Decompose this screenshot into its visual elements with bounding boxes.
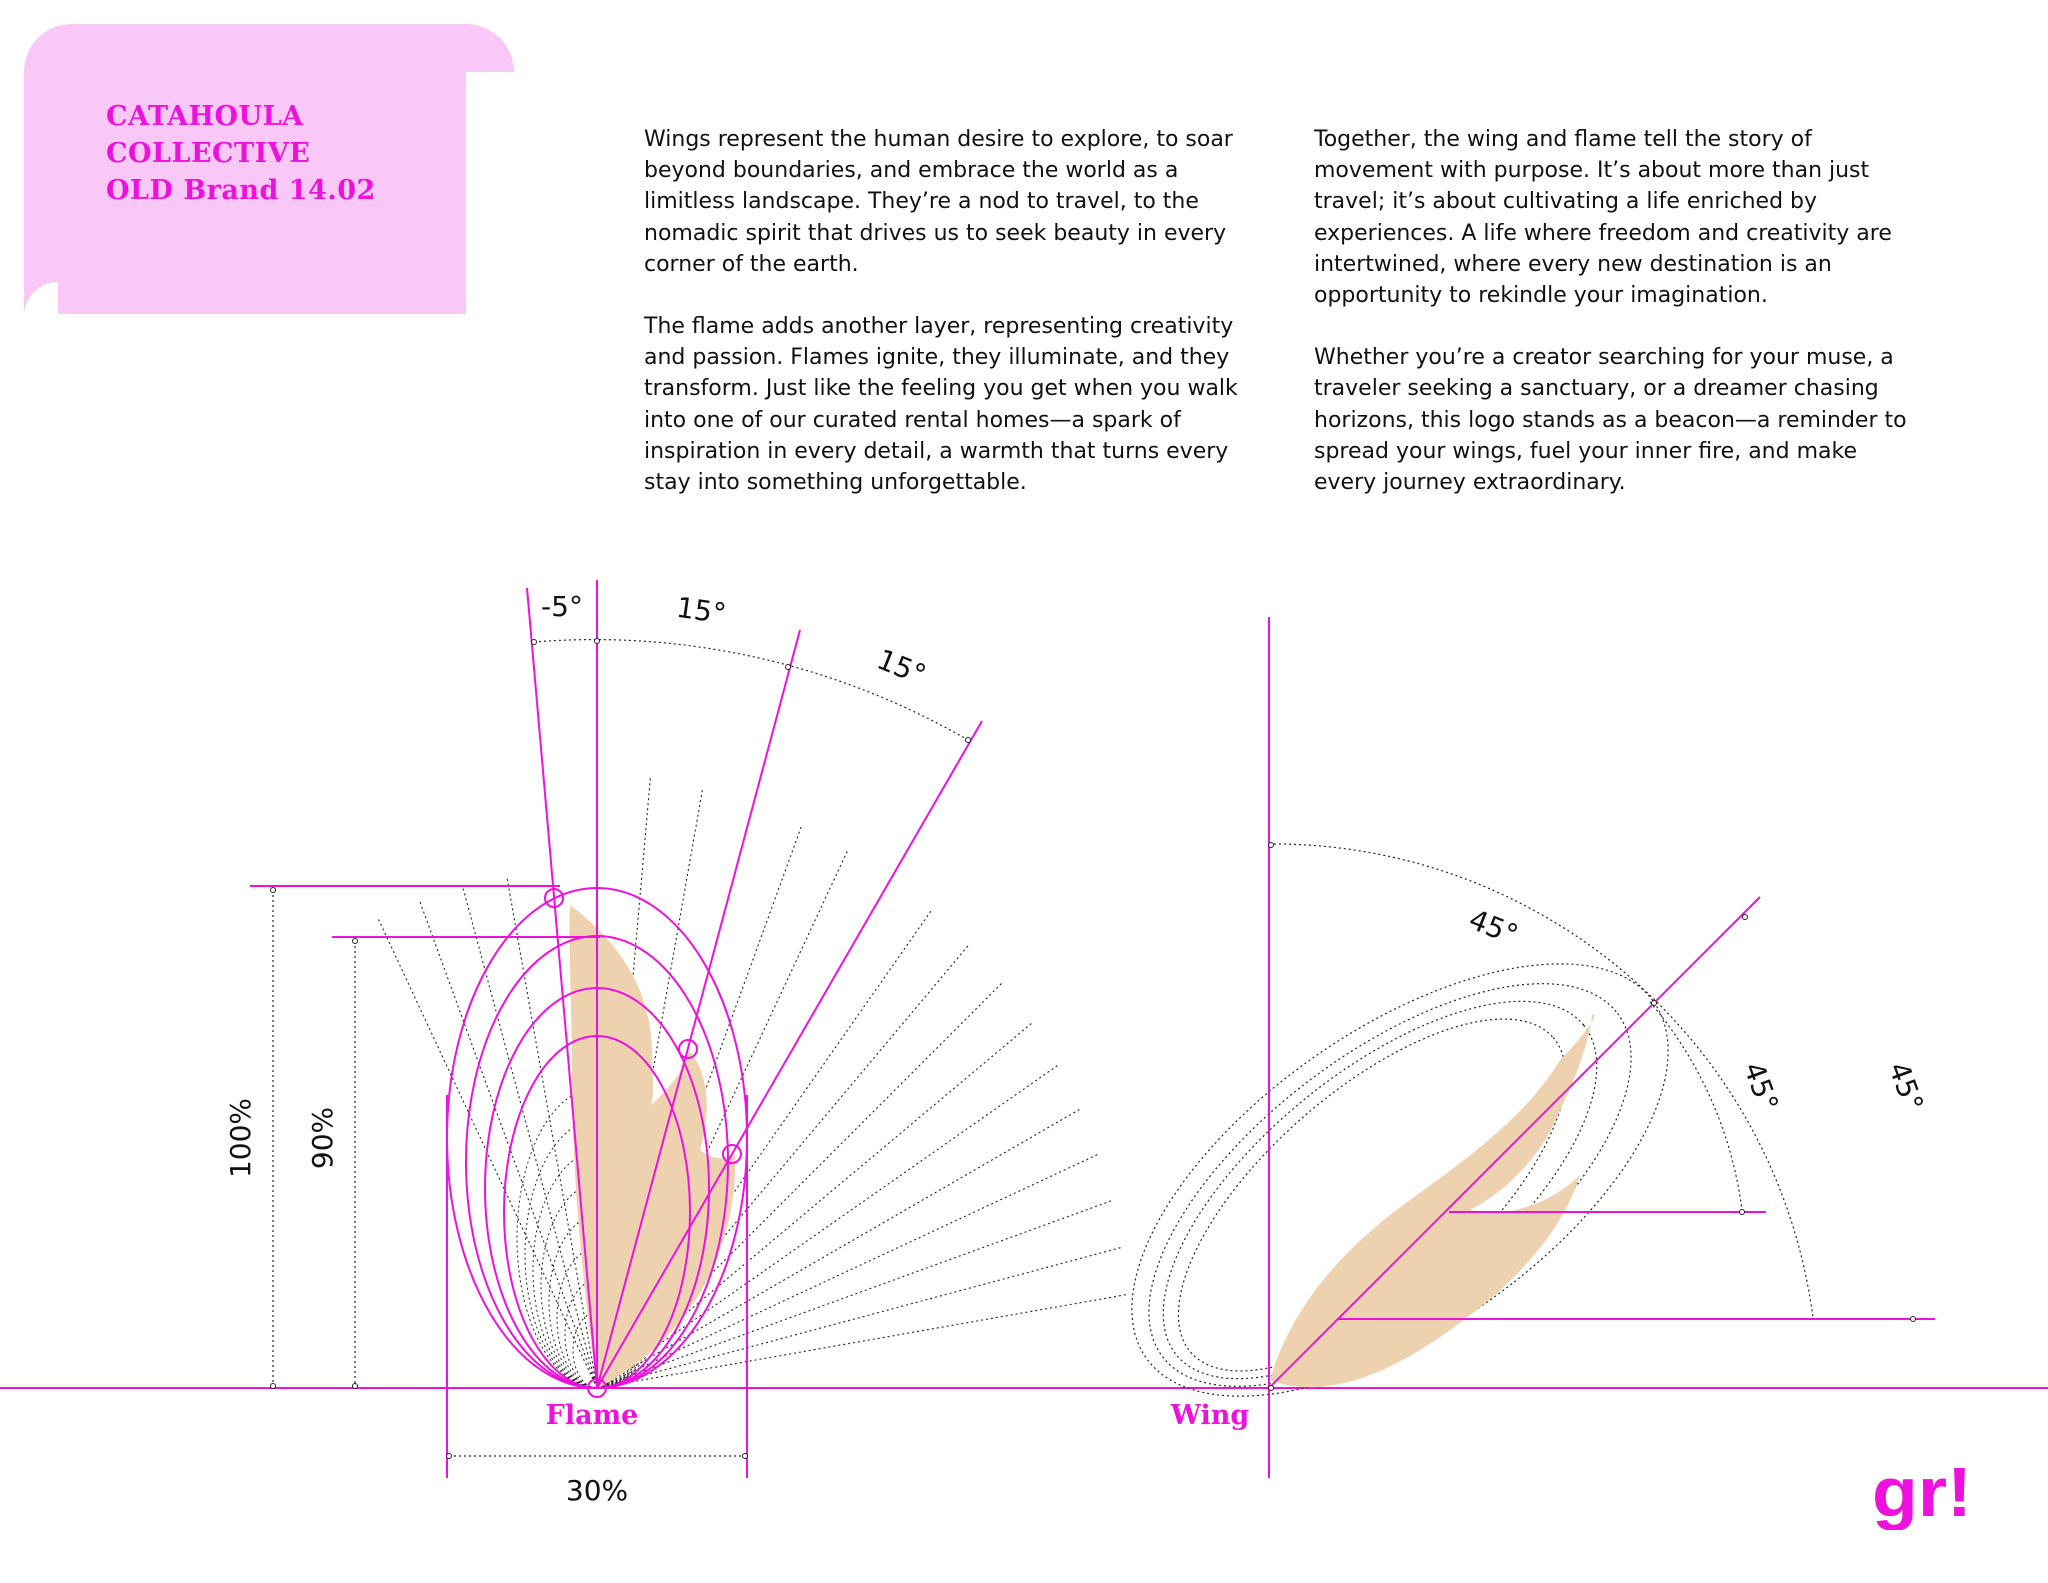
tick — [595, 639, 600, 644]
tick — [1269, 843, 1274, 848]
wing-arc-middle — [1650, 1002, 1742, 1210]
tick — [1740, 1210, 1745, 1215]
wing-label: Wing — [1170, 1400, 1250, 1431]
paragraph-together: Together, the wing and flame tell the story of movement with purpose. It’s about more than just travel; it’s about cultivating a life enriched by experiences. A life where freedom and creativity are intertwined, where every new destination is an opportunity to rekindle your imagination. — [1314, 127, 1892, 309]
flame-construction — [224, 580, 1129, 1507]
wing-ellipse-1 — [1060, 879, 1740, 1480]
flame-height-label-90: 90% — [306, 1106, 339, 1170]
tick — [966, 738, 971, 743]
paragraph-whether: Whether you’re a creator searching for your muse, a traveler seeking a sanctuary, or a dreamer chasing horizons, this logo stands as a beacon—a reminder to spread your wings, fuel your inner fire, and make every journey extraordinary. — [1314, 345, 1907, 496]
flame-rays — [377, 768, 1129, 1388]
wing-arc-outer — [1269, 844, 1813, 1318]
flame-angle-label-15-b: 15° — [872, 642, 931, 692]
tick — [271, 888, 276, 893]
brand-logo-text: gr! — [1872, 1453, 1972, 1530]
flame-angle-label-15-a: 15° — [674, 590, 729, 631]
tick — [353, 939, 358, 944]
brand-title-line-1: CATAHOULA — [106, 101, 304, 132]
wing-angle-label-45-a: 45° — [1464, 902, 1523, 952]
brand-logo-gr — [1868, 1420, 1978, 1530]
flame-height-label-100: 100% — [224, 1097, 257, 1179]
wing-construction — [1060, 617, 1935, 1481]
paragraph-flame: The flame adds another layer, representing creativity and passion. Flames ignite, they illuminate, and they transform. Just like the feeling you get when you walk into one of our curated rental homes—a spark of inspiration in every detail, a warmth that turns every stay into something unforgettable. — [644, 314, 1238, 496]
wing-shape — [1270, 1014, 1595, 1387]
tick — [1652, 1001, 1657, 1006]
tick — [271, 1384, 276, 1389]
wing-angle-label-45-b: 45° — [1736, 1057, 1785, 1116]
tick — [532, 640, 537, 645]
tick — [1269, 1386, 1274, 1391]
flame-width-label-30: 30% — [565, 1474, 629, 1507]
flame-shape — [569, 905, 735, 1388]
flame-guide-30 — [597, 721, 982, 1388]
tick — [786, 665, 791, 670]
flame-angle-label-minus5: -5° — [541, 590, 583, 623]
brand-title-line-2: COLLECTIVE — [106, 138, 311, 169]
tick — [743, 1454, 748, 1459]
wing-angle-label-45-c: 45° — [1881, 1057, 1930, 1116]
wing-dotted-ellipses — [1060, 844, 1813, 1481]
tick — [447, 1454, 452, 1459]
wing-ellipse-2 — [1083, 908, 1697, 1462]
flame-label: Flame — [545, 1400, 639, 1431]
paragraph-wings: Wings represent the human desire to explore, to soar beyond boundaries, and embrace the world as a limitless landscape. They’re a nod to travel, to the nomadic spirit that drives us to seek beauty in every corner of the earth. — [644, 127, 1233, 277]
tick — [1743, 915, 1748, 920]
brand-title-line-3: OLD Brand 14.02 — [106, 175, 376, 206]
tick — [353, 1384, 358, 1389]
wing-guide-45 — [1269, 897, 1760, 1388]
tick — [1911, 1317, 1916, 1322]
